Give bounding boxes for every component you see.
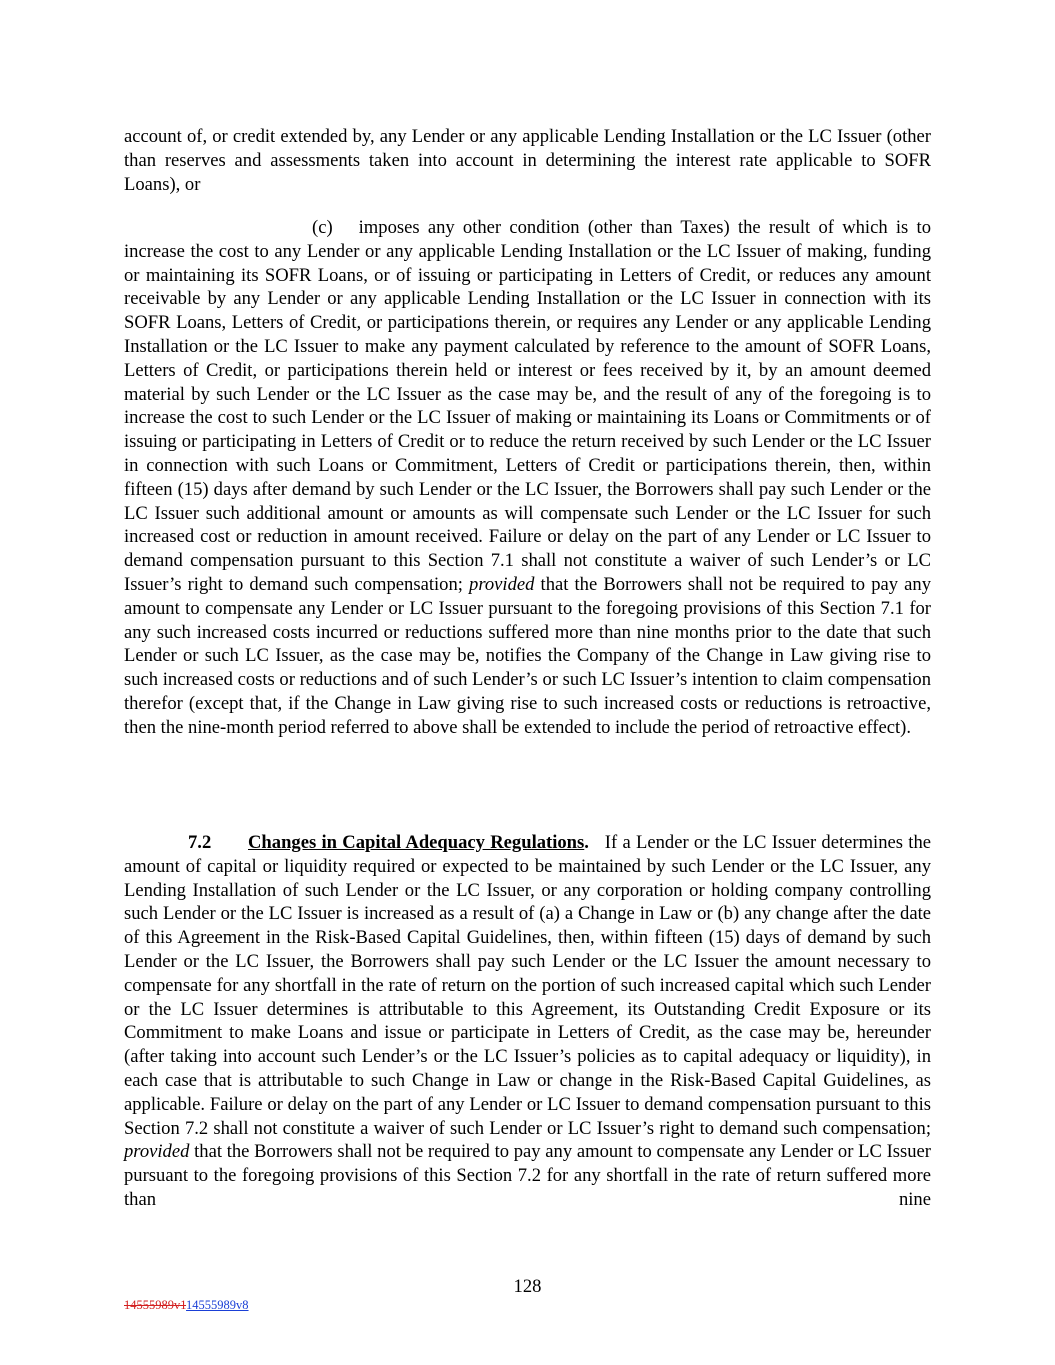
document-id — [124, 1298, 249, 1313]
clause-label: (c) — [312, 217, 333, 238]
clause-c — [124, 216, 931, 740]
provided-term: provided — [124, 1141, 190, 1163]
section-7-2 — [124, 831, 931, 1212]
page-number: 128 — [513, 1276, 542, 1297]
section-text-tail: that the Borrowers shall not be required to pay any amount to compensate any Lender or LC Issuer pursuant to the foregoing provisions of this Section 7.2 for any shortfall in the rate of return suffered more than nine — [124, 1141, 931, 1210]
paragraph-continuation — [124, 125, 931, 196]
section-text: If a Lender or the LC Issuer determines the amount of capital or liquidity required or expected to be maintained by such Lender or the LC Issuer, any Lending Installation of such Lender or the LC Issuer, or any corporation or holding company controlling such Lender or the LC Issuer is increased as a result of (a) a Change in Law or (b) any change after the date of this Agreement in the Risk-Based Capital Guidelines, then, within fifteen (15) days of demand by such Lender or the LC Issuer, the Borrowers shall pay such Lender or the LC Issuer the amount necessary to compensate for any shortfall in the rate of return on the portion of such increased capital which such Lender or the LC Issuer determines is attributable to this Agreement, its Outstanding Credit Exposure or its Commitment to make Loans and issue or participate in Letters of Credit, as the case may be, hereunder (after taking into account such Lender’s or the LC Issuer’s policies as to capital adequacy or liquidity), in each case that is attributable to such Change in Law or change in the Risk-Based Capital Guidelines, as applicable. Failure or delay on the part of any Lender or LC Issuer to demand compensation pursuant to this Section 7.2 shall not constitute a waiver of such Lender or LC Issuer’s right to demand such compensation; — [124, 832, 931, 1139]
provided-term: provided — [469, 573, 535, 595]
clause-text-tail: that the Borrowers shall not be required to pay any amount to compensate any Lender or LC Issuer pursuant to the foregoing provisions of this Section 7.1 for any such increased costs incurred or reductions suffered more than nine months prior to the date that such Lender or such LC Issuer, as the case may be, notifies the Company of the Change in Law giving rise to such increased costs or reductions and of such Lender’s or such LC Issuer’s intention to claim compensation therefor (except that, if the Change in Law giving rise to such increased costs or reductions is retroactive, then the nine-month period referred to above shall be extended to include the period of retroactive effect). — [124, 573, 931, 738]
section-number: 7.2 — [188, 832, 212, 853]
section-title: Changes in Capital Adequacy Regulations — [248, 832, 585, 853]
document-id-deleted: 14555989v1 — [124, 1298, 187, 1312]
section-title-period: . — [584, 832, 589, 853]
clause-text: imposes any other condition (other than Taxes) the result of which is to increase the cost to any Lender or any applicable Lending Installation or the LC Issuer of making, funding or maintaining its SOFR Loans, or of issuing or participating in Letters of Credit, or reduces any amount receivable by any Lender or any applicable Lending Installation or the LC Issuer in connection with its SOFR Loans, Letters of Credit, or participations therein, or requires any Lender or any applicable Lending Installation or the LC Issuer to make any payment calculated by reference to the amount of SOFR Loans, Letters of Credit, or participations therein held or interest or fees received by it, by an amount deemed material by such Lender or the LC Issuer as the case may be, and the result of any of the foregoing is to increase the cost to such Lender or the LC Issuer of making or maintaining its Loans or Commitments or of issuing or participating in Letters of Credit or to reduce the return received by such Lender or the LC Issuer in connection with such Loans or Commitment, Letters of Credit or participations therein, then, within fifteen (15) days after demand by such Lender or the LC Issuer, the Borrowers shall pay such Lender or the LC Issuer such additional amount or amounts as will compensate such Lender or the LC Issuer for such increased cost or reduction in amount received. Failure or delay on the part of any Lender or LC Issuer to demand compensation pursuant to this Section 7.1 shall not constitute a waiver of such Lender’s or LC Issuer’s right to demand such compensation; — [124, 217, 931, 595]
paragraph-text: account of, or credit extended by, any Lender or any applicable Lending Installation or the LC Issuer (other than reserves and assessments taken into account in determining the interest rate applicable to SOFR Loans), or — [124, 126, 931, 195]
document-id-inserted: 14555989v8 — [186, 1298, 249, 1312]
